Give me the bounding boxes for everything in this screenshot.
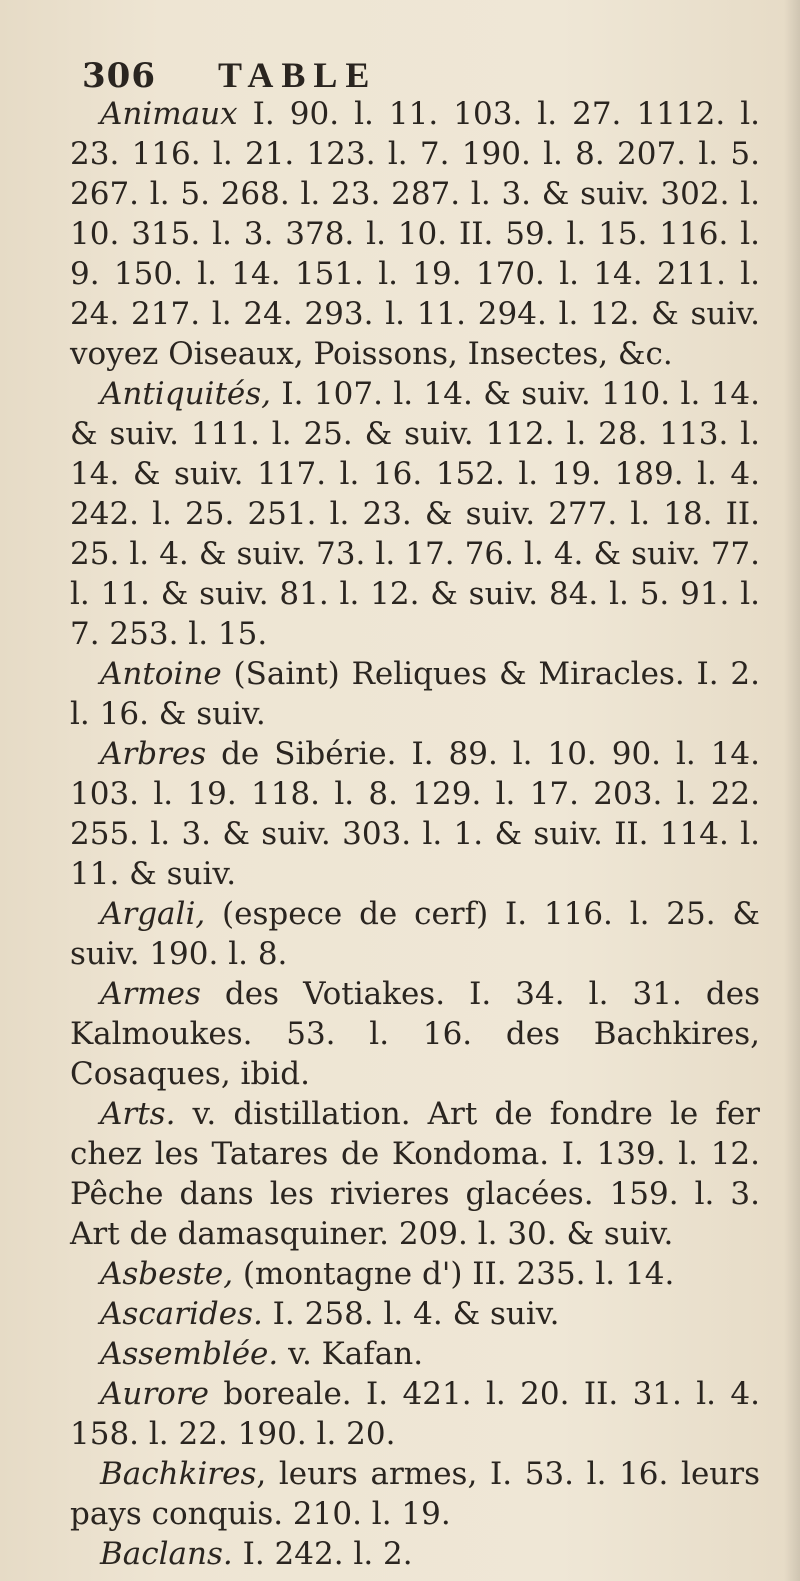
entry-term: Arbres	[100, 736, 207, 772]
entry-text: (Saint) Reliques & Miracles. I. 2. l. 16. & suiv.	[70, 656, 760, 732]
entry-term: Animaux	[100, 96, 238, 132]
index-entry	[70, 654, 760, 734]
entry-term: Ascarides.	[100, 1296, 263, 1332]
entry-text: (montagne d') II. 235. l. 14.	[233, 1256, 675, 1292]
index-content	[70, 94, 760, 1574]
index-entry	[70, 94, 760, 374]
entry-text: I. 258. l. 4. & suiv.	[262, 1296, 560, 1332]
entry-text: v. distillation. Art de fondre le fer chez les Tatares de Kondoma. I. 139. l. 12. Pêche dans les rivieres glacées. 159. l. 3. Art de damasquiner. 209. l. 30. & suiv.	[70, 1096, 760, 1252]
entry-text: des Votiakes. I. 34. l. 31. des Kalmoukes. 53. l. 16. des Bachkires, Cosaques, ibid.	[70, 976, 760, 1092]
entry-text: , leurs armes, I. 53. l. 16. leurs pays conquis. 210. l. 19.	[70, 1456, 760, 1532]
index-entry	[70, 1454, 760, 1534]
index-entry	[70, 1534, 760, 1574]
page-header	[82, 54, 762, 94]
entry-term: Bachkires	[100, 1456, 257, 1492]
index-entry	[70, 1094, 760, 1254]
entry-term: Asbeste,	[100, 1256, 234, 1292]
index-entry	[70, 1294, 760, 1334]
entry-term: Argali,	[100, 896, 206, 932]
running-title: TABLE	[217, 55, 378, 95]
index-entry	[70, 894, 760, 974]
entry-term: Antiquités,	[100, 376, 272, 412]
entry-term: Baclans.	[100, 1536, 233, 1572]
index-entry	[70, 974, 760, 1094]
entry-term: Arts.	[100, 1096, 176, 1132]
entry-text: de Sibérie. I. 89. l. 10. 90. l. 14. 103. l. 19. 118. l. 8. 129. l. 17. 203. l. 22. 255. l. 3. & suiv. 303. l. 1. & suiv. II. 114. l. 11. & suiv.	[70, 736, 760, 892]
page-edge-shadow	[784, 0, 800, 1581]
index-entry	[70, 374, 760, 654]
entry-text: boreale. I. 421. l. 20. II. 31. l. 4. 158. l. 22. 190. l. 20.	[70, 1376, 760, 1452]
entry-term: Armes	[100, 976, 201, 1012]
entry-text: (espece de cerf) I. 116. l. 25. & suiv. 190. l. 8.	[70, 896, 760, 972]
index-entry	[70, 1334, 760, 1374]
entry-text: I. 242. l. 2.	[232, 1536, 413, 1572]
index-entry	[70, 1254, 760, 1294]
page-number: 306	[82, 56, 156, 96]
index-entry	[70, 1374, 760, 1454]
entry-text: v. Kafan.	[278, 1336, 424, 1372]
entry-term: Aurore	[100, 1376, 209, 1412]
entry-text: I. 107. l. 14. & suiv. 110. l. 14. & suiv. 111. l. 25. & suiv. 112. l. 28. 113. l. 14. & suiv. 117. l. 16. 152. l. 19. 189. l. 4. 242. l. 25. 251. l. 23. & suiv. 277. l. 18. II. 25. l. 4. & suiv. 73. l. 17. 76. l. 4. & suiv. 77. l. 11. & suiv. 81. l. 12. & suiv. 84. l. 5. 91. l. 7. 253. l. 15.	[70, 376, 760, 652]
entry-text: I. 90. l. 11. 103. l. 27. 1112. l. 23. 116. l. 21. 123. l. 7. 190. l. 8. 207. l. 5. 267. l. 5. 268. l. 23. 287. l. 3. & suiv. 302. l. 10. 315. l. 3. 378. l. 10. II. 59. l. 15. 116. l. 9. 150. l. 14. 151. l. 19. 170. l. 14. 211. l. 24. 217. l. 24. 293. l. 11. 294. l. 12. & suiv. voyez Oiseaux, Poissons, Insectes, &c.	[70, 96, 760, 372]
entry-term: Antoine	[100, 656, 222, 692]
index-entry	[70, 734, 760, 894]
entry-term: Assemblée.	[100, 1336, 279, 1372]
